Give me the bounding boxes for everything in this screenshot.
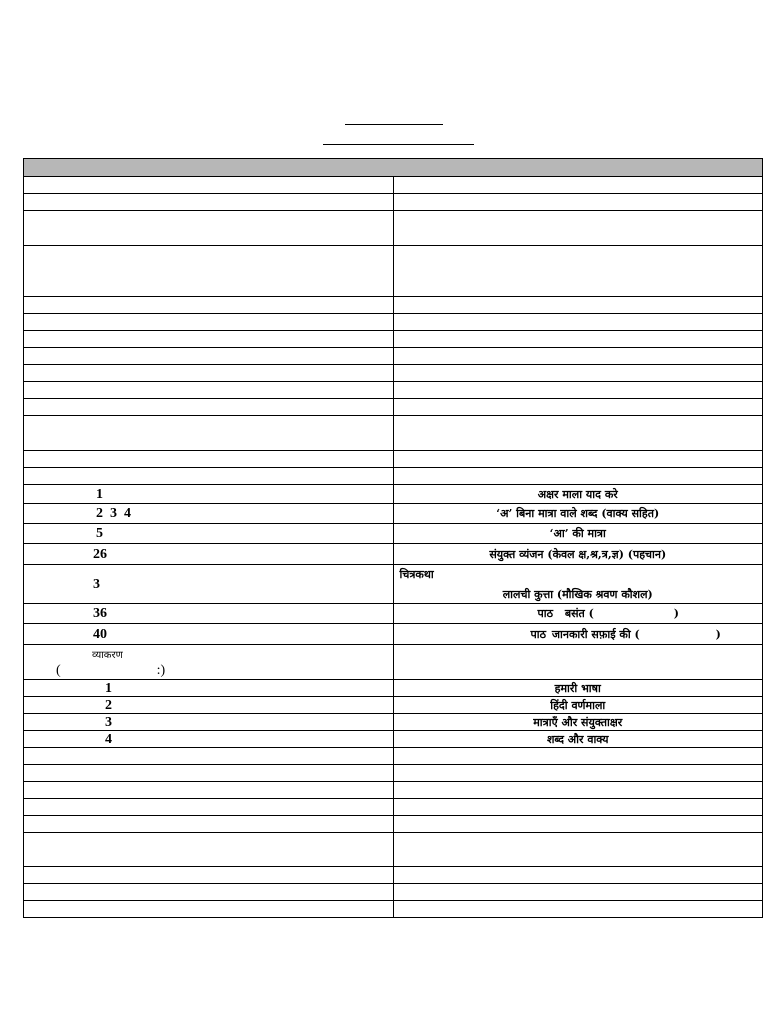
lesson-number: 36 bbox=[93, 606, 107, 621]
table-row bbox=[24, 748, 763, 765]
table-row bbox=[24, 624, 763, 645]
table-row bbox=[24, 544, 763, 565]
table-row bbox=[24, 565, 763, 604]
grammar-paren-open: ( bbox=[56, 663, 61, 678]
lesson-topic: संयुक्त व्यंजन (केवल क्ष,श्र,त्र,ज्ञ) (पहचान) bbox=[393, 544, 763, 565]
table-row bbox=[24, 485, 763, 504]
table-row bbox=[24, 365, 763, 382]
table-row bbox=[24, 314, 763, 331]
table-row bbox=[24, 194, 763, 211]
lesson-number: 3 bbox=[93, 577, 100, 592]
lesson-topic-close: ) bbox=[715, 627, 721, 641]
lesson-prefix: पाठ bbox=[537, 607, 553, 620]
table-row bbox=[24, 680, 763, 697]
lesson-number: 1 bbox=[105, 680, 112, 696]
header-cell bbox=[24, 159, 763, 177]
lesson-topic: हिंदी वर्णमाला bbox=[393, 697, 763, 714]
table-row bbox=[24, 211, 763, 246]
table-row bbox=[24, 416, 763, 451]
lesson-topic-close: ) bbox=[673, 607, 679, 620]
table-row bbox=[24, 645, 763, 680]
table-row bbox=[24, 504, 763, 524]
table-row bbox=[24, 765, 763, 782]
table-row bbox=[24, 604, 763, 624]
table-row bbox=[24, 697, 763, 714]
lesson-topic: हमारी भाषा bbox=[393, 680, 763, 697]
lesson-number: 1 bbox=[96, 486, 103, 502]
lesson-prefix: पाठ bbox=[530, 627, 546, 641]
syllabus-table bbox=[23, 158, 763, 918]
table-row bbox=[24, 177, 763, 194]
lesson-topic: ‘आ’ की मात्रा bbox=[393, 524, 763, 544]
table-row bbox=[24, 714, 763, 731]
table-row bbox=[24, 348, 763, 365]
grammar-label: व्याकरण bbox=[92, 650, 123, 661]
table-row bbox=[24, 901, 763, 918]
lesson-number: 4 bbox=[105, 731, 112, 747]
lesson-number: 2 bbox=[105, 697, 112, 713]
subtitle-underline bbox=[323, 144, 474, 145]
grammar-paren-close: :) bbox=[156, 663, 166, 678]
table-row bbox=[24, 884, 763, 901]
lesson-topic: शब्द और वाक्य bbox=[393, 731, 763, 748]
lesson-topic: लालची कुत्ता (मौखिक श्रवण कौशल) bbox=[502, 588, 653, 601]
lesson-topic: बसंत ( bbox=[564, 607, 594, 620]
table-row bbox=[24, 451, 763, 468]
lesson-number: 26 bbox=[93, 546, 107, 562]
lesson-topic: मात्राएँ और संयुक्ताक्षर bbox=[393, 714, 763, 731]
table-row bbox=[24, 382, 763, 399]
table-row bbox=[24, 782, 763, 799]
table-row bbox=[24, 331, 763, 348]
table-row bbox=[24, 524, 763, 544]
table-row bbox=[24, 867, 763, 884]
table-row bbox=[24, 399, 763, 416]
table-row bbox=[24, 816, 763, 833]
lesson-topic: ‘अ’ बिना मात्रा वाले शब्द (वाक्य सहित) bbox=[393, 504, 763, 524]
table-header-row bbox=[24, 159, 763, 177]
title-underline bbox=[345, 124, 443, 125]
lesson-number: 40 bbox=[93, 626, 107, 642]
lesson-topic: अक्षर माला याद करे bbox=[393, 485, 763, 504]
table-row bbox=[24, 833, 763, 867]
lesson-category: चित्रकथा bbox=[399, 568, 434, 581]
table-row bbox=[24, 731, 763, 748]
table-row bbox=[24, 468, 763, 485]
lesson-number: 3 bbox=[105, 714, 112, 730]
table-row bbox=[24, 246, 763, 297]
lesson-number: 5 bbox=[96, 526, 103, 541]
lesson-topic: जानकारी सफ़ाई की ( bbox=[551, 627, 640, 641]
table-row bbox=[24, 799, 763, 816]
lesson-number: 2 3 4 bbox=[96, 506, 131, 521]
table-row bbox=[24, 297, 763, 314]
